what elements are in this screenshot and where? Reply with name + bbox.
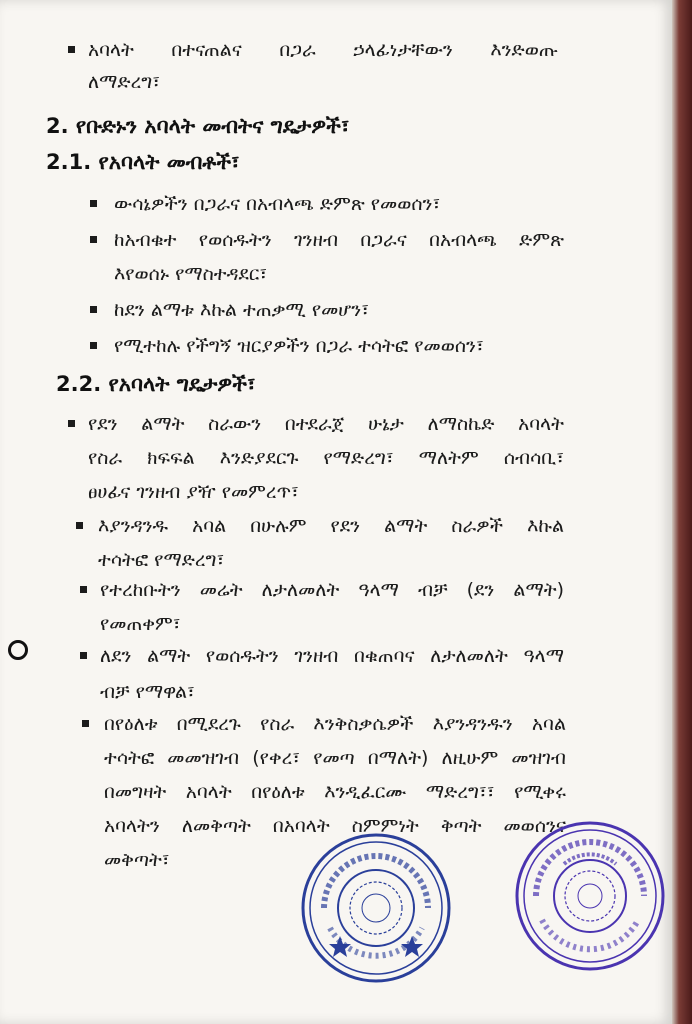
section-title: የቡድኑን አባላት መብትና ግዴታዎች፣	[75, 114, 350, 138]
official-stamp-right	[514, 820, 666, 972]
section-number: 2.	[46, 114, 69, 138]
bullet-marker	[90, 236, 97, 243]
top-bullet-line-1: አባላት በተናጠልና በጋራ ኃላፊነታቸውን እንድወጡ	[88, 39, 558, 61]
official-stamp-left	[300, 832, 452, 984]
duties-item-3-line-1: የተረከቡትን መሬት ለታለመለት ዓላማ ብቻ (ደን ልማት)	[100, 579, 564, 601]
page-edge	[672, 0, 692, 1024]
section-number: 2.2.	[56, 372, 102, 396]
rights-item-4: የሚተከሉ የችግኝ ዝርያዎችን በጋራ ተሳትፎ የመወሰን፣	[114, 335, 484, 357]
section-number: 2.1.	[46, 150, 92, 174]
duties-item-3-line-2: የመጠቀም፣	[100, 613, 181, 635]
rights-item-1: ውሳኔዎችን በጋራና በአብላጫ ድምጽ የመወሰን፣	[114, 193, 441, 215]
bullet-marker	[80, 586, 87, 593]
duties-item-1-line-2: የስራ ክፍፍል እንድያደርጉ የማድረግ፣ ማለትም ሰብሳቢ፣	[88, 447, 564, 469]
section-2-2-heading	[56, 372, 256, 396]
bullet-marker	[90, 342, 97, 349]
rights-item-3: ከደን ልማቱ እኩል ተጠቃሚ የመሆን፣	[114, 299, 369, 321]
duties-item-2-line-1: እያንዳንዱ አባል በሁሉም የደን ልማት ስራዎች እኩል	[98, 515, 564, 537]
bullet-marker	[68, 420, 75, 427]
duties-item-5-line-5: መቅጣት፣	[104, 849, 170, 871]
duties-item-5-line-1: በየዕለቱ በሚደረጉ የስራ እንቅስቃሴዎች እያንዳንዱን አባል	[104, 713, 566, 735]
bullet-marker	[90, 200, 97, 207]
section-title: የአባላት ግዴታዎች፣	[108, 372, 256, 396]
binder-hole	[8, 640, 28, 660]
bullet-marker	[90, 306, 97, 313]
bullet-marker	[82, 720, 89, 727]
duties-item-1-line-1: የደን ልማት ስራውን በተደራጀ ሁኔታ ለማስኬድ አባላት	[88, 413, 564, 435]
bullet-marker	[80, 652, 87, 659]
section-2-heading	[46, 114, 349, 138]
bullet-marker	[68, 46, 75, 53]
rights-item-2-line-2: እየወሰኑ የማስተዳደር፣	[114, 263, 268, 285]
duties-item-4-line-1: ለደን ልማት የወሰዱትን ገንዘብ በቁጠባና ለታለመለት ዓላማ	[100, 645, 564, 667]
top-bullet-line-2: ለማድረግ፣	[88, 71, 161, 93]
duties-item-5-line-3: በመግዛት አባላት በየዕለቱ እንዲፈርሙ ማድረግ፣፣ የሚቀሩ	[104, 781, 566, 803]
section-title: የአባላት መብቶች፣	[98, 150, 240, 174]
section-2-1-heading	[46, 150, 240, 174]
bullet-marker	[76, 522, 83, 529]
duties-item-2-line-2: ተሳትፎ የማድረግ፣	[98, 549, 225, 571]
rights-item-2-line-1: ከአብቁተ የወሰዱትን ገንዘብ በጋራና በአብላጫ ድምጽ	[114, 229, 564, 251]
duties-item-1-line-3: ፀሀፊና ገንዘብ ያዥ የመምረጥ፣	[88, 481, 299, 503]
duties-item-5-line-4: አባላትን ለመቅጣት በአባላት ስምምነት ቅጣት መወሰንና	[104, 815, 566, 837]
duties-item-4-line-2: ብቻ የማዋል፣	[100, 681, 195, 703]
duties-item-5-line-2: ተሳትፎ መመዝገብ (የቀረ፣ የመጣ በማለት) ለዚሁም መዝገብ	[104, 747, 566, 769]
